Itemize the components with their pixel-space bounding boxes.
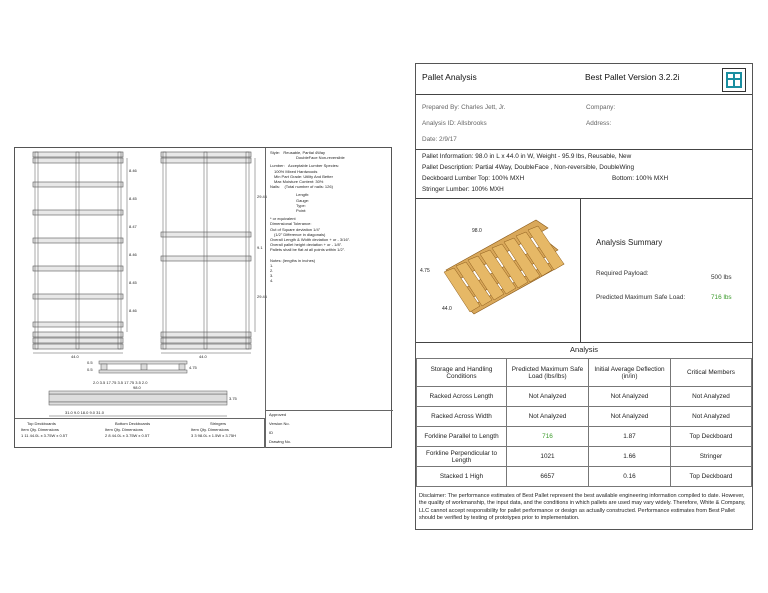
nails-label: Nails: bbox=[270, 184, 281, 190]
style-value-2: DoubleFace Non-reversible bbox=[296, 155, 345, 161]
top-view-board bbox=[33, 266, 123, 271]
dim-gap-6: 8.46 bbox=[129, 308, 137, 313]
top-view-board bbox=[33, 152, 123, 157]
pallet-drawing-sheet bbox=[14, 147, 392, 448]
nail-length: Length: bbox=[296, 192, 310, 198]
cell: Forkline Parallel to Length bbox=[417, 427, 507, 447]
required-payload-value: 500 lbs bbox=[711, 274, 732, 281]
top-view-board bbox=[33, 182, 123, 187]
header-storage: Storage and Handling Conditions bbox=[417, 359, 507, 387]
analysis-id: Analysis ID: Allsbrooks bbox=[422, 120, 487, 127]
top-deckboards-header: Item Qty. Dimensions bbox=[21, 427, 59, 432]
required-payload-label: Required Payload: bbox=[596, 270, 649, 277]
top-view-stringer bbox=[118, 152, 121, 349]
dim-side-h2: 0.5 bbox=[87, 367, 93, 372]
lumber-species: 100% Mixed Hardwoods bbox=[274, 168, 318, 174]
bottom-view-board bbox=[161, 232, 251, 237]
overall-lw-deviation: Overall Length & Width deviation + or - 3/16". bbox=[270, 237, 351, 243]
notes-label: Notes: (lengths in inches) bbox=[270, 257, 316, 263]
dim-gap-1: 8.46 bbox=[129, 168, 137, 173]
bottom-view-board bbox=[161, 344, 251, 349]
cell: 0.16 bbox=[589, 467, 671, 487]
bottom-deckboards-title: Bottom Deckboards bbox=[115, 421, 151, 426]
bottom-view-board bbox=[161, 158, 251, 163]
bottom-view-stringer bbox=[246, 152, 249, 349]
note-4: 4. bbox=[270, 278, 274, 284]
dim-gap-5: 8.45 bbox=[129, 280, 137, 285]
top-view-board bbox=[33, 338, 123, 343]
dim-side-h3: 4.75 bbox=[189, 365, 197, 370]
dim-right-3: 29.46 bbox=[257, 294, 268, 299]
cell: 1021 bbox=[507, 447, 589, 467]
pallet-analysis-report bbox=[415, 63, 753, 530]
dim-bottom-width: 44.0 bbox=[199, 354, 207, 359]
length-view-top bbox=[49, 391, 227, 394]
header-critical: Critical Members bbox=[671, 359, 752, 387]
address-label: Address: bbox=[586, 120, 612, 127]
stringers-header: Item Qty. Dimensions bbox=[191, 427, 229, 432]
version-label: Version No. bbox=[269, 421, 290, 426]
style-label: Style: bbox=[270, 150, 281, 155]
best-pallet-logo-icon bbox=[722, 68, 746, 92]
top-deckboards-row: 1 11 44.0L x 3.75W x 0.5T bbox=[21, 433, 68, 438]
disclaimer: Disclaimer: The performance estimates of Best Pallet represent the best available engineering information compiled to date. However, the quality of workmanship, the input data, and the conditions in which pallets are used may vary widely. Therefore, White & Company, LLC cannot accept responsibility for pallet performance or design as actually constructed. Performance estimates from Best Pallet should be verified by testing of prototypes prior to implementation. bbox=[419, 493, 746, 522]
cell: Not Analyzed bbox=[671, 407, 752, 427]
deckboard-lumber-bottom: Bottom: 100% MXH bbox=[612, 175, 669, 182]
flat-note: Pallets shall be flat at all points within 1/2". bbox=[270, 247, 346, 253]
bottom-view-stringer bbox=[204, 152, 207, 349]
diagonal-diff: (1/2" Difference in diagonals) bbox=[274, 231, 326, 237]
predicted-load-value: 716 lbs bbox=[711, 294, 732, 301]
nail-gauge: Gauge: bbox=[296, 197, 310, 203]
dim-right-1: 29.46 bbox=[257, 194, 268, 199]
dim-top-width: 44.0 bbox=[71, 354, 79, 359]
img-dim-height: 4.75 bbox=[420, 268, 430, 274]
analysis-title: Analysis bbox=[570, 345, 598, 354]
spec-panel bbox=[265, 148, 393, 448]
cell: Racked Across Length bbox=[417, 387, 507, 407]
top-view-board bbox=[33, 238, 123, 243]
company-label: Company: bbox=[586, 104, 616, 111]
approval-block bbox=[265, 410, 393, 448]
style-value: Reusable, Partial 4Way bbox=[283, 150, 326, 155]
top-view-stringer bbox=[35, 152, 38, 349]
cell: Stringer bbox=[671, 447, 752, 467]
dim-side-gaps: 2.0 3.5 17.75 3.5 17.75 3.5 2.0 bbox=[93, 380, 148, 385]
top-deckboards-title: Top Deckboards bbox=[27, 421, 56, 426]
stringers-row: 3 3 98.0L x 1.5W x 3.75H bbox=[191, 433, 236, 438]
bottom-view-board bbox=[161, 332, 251, 337]
side-view-bottom bbox=[99, 370, 187, 373]
cell: 716 bbox=[507, 427, 589, 447]
cell: 1.66 bbox=[589, 447, 671, 467]
cell: Not Analyzed bbox=[507, 387, 589, 407]
stringer-lumber: Stringer Lumber: 100% MXH bbox=[422, 186, 504, 193]
dim-bottom-spacing: 31.0 9.0 18.0 9.0 31.0 bbox=[65, 410, 104, 415]
equivalent-note: * or equivalent bbox=[270, 216, 296, 222]
nail-point: Point: bbox=[296, 208, 307, 214]
cell: 6657 bbox=[507, 467, 589, 487]
dim-gap-2: 8.45 bbox=[129, 196, 137, 201]
dim-side-h1: 0.5 bbox=[87, 360, 93, 365]
dim-length-h: 3.75 bbox=[229, 396, 237, 401]
min-grade: Min Part Grade: Utility And Better bbox=[274, 173, 333, 179]
drawing-no-label: Drawing No. bbox=[269, 439, 292, 444]
cell: Not Analyzed bbox=[589, 387, 671, 407]
deckboard-lumber-top: Deckboard Lumber Top: 100% MXH bbox=[422, 175, 525, 182]
pallet-3d-image bbox=[418, 202, 578, 337]
lumber-label: Lumber: bbox=[270, 163, 285, 169]
top-view-board bbox=[33, 158, 123, 163]
top-view-board bbox=[33, 294, 123, 299]
report-title: Pallet Analysis bbox=[422, 72, 477, 82]
cell: Forkline Perpendicular to Length bbox=[417, 447, 507, 467]
lumber-value: Acceptable Lumber Species: bbox=[288, 163, 339, 169]
bottom-view-board bbox=[161, 338, 251, 343]
table-row bbox=[417, 407, 752, 427]
side-view-block bbox=[101, 364, 107, 370]
table-header-row bbox=[417, 359, 752, 387]
header-safe-load: Predicted Maximum Safe Load (lbs/lbs) bbox=[507, 359, 589, 387]
bottom-deckboards-row: 2 8 44.0L x 3.75W x 0.5T bbox=[105, 433, 150, 438]
dim-tolerance: Dimensional Tolerance: bbox=[270, 221, 312, 227]
analysis-table bbox=[416, 358, 752, 487]
bottom-view-stringer bbox=[163, 152, 166, 349]
bottom-view-board bbox=[161, 152, 251, 157]
dim-gap-3: 8.47 bbox=[129, 224, 137, 229]
dim-length: 98.0 bbox=[133, 385, 141, 390]
top-view-board bbox=[33, 332, 123, 337]
length-view-stringer bbox=[49, 394, 227, 402]
date-label: Date: 2/9/17 bbox=[422, 136, 457, 143]
note-3: 3. bbox=[270, 273, 274, 279]
pallet-drawing-svg bbox=[15, 148, 268, 448]
cell: Stacked 1 High bbox=[417, 467, 507, 487]
divider bbox=[580, 199, 581, 342]
nail-type: Type: bbox=[296, 202, 306, 208]
table-row bbox=[417, 467, 752, 487]
cell: Not Analyzed bbox=[671, 387, 752, 407]
bottom-view-board bbox=[161, 256, 251, 261]
top-view-stringer bbox=[76, 152, 79, 349]
top-view-board bbox=[33, 344, 123, 349]
stringers-title: Stringers bbox=[210, 421, 227, 426]
divider bbox=[416, 149, 752, 150]
header-deflection: Initial Average Deflection (in/in) bbox=[589, 359, 671, 387]
max-moisture: Max Moisture Content: 30% bbox=[274, 179, 324, 185]
table-row bbox=[417, 447, 752, 467]
note-2: 2. bbox=[270, 268, 274, 274]
predicted-load-label: Predicted Maximum Safe Load: bbox=[596, 294, 686, 301]
pallet-information: Pallet Information: 98.0 in L x 44.0 in W, Weight - 95.9 lbs, Reusable, New bbox=[422, 153, 632, 160]
img-dim-width: 44.0 bbox=[442, 306, 452, 312]
cell: Top Deckboard bbox=[671, 467, 752, 487]
top-view-board bbox=[33, 322, 123, 327]
side-view-block bbox=[141, 364, 147, 370]
length-view-bottom bbox=[49, 402, 227, 405]
analysis-summary-title: Analysis Summary bbox=[596, 238, 663, 247]
nails-value: (Total number of nails: 126) bbox=[284, 184, 333, 190]
top-view-board bbox=[33, 210, 123, 215]
prepared-by: Prepared By: Charles Jett, Jr. bbox=[422, 104, 506, 111]
bottom-deckboards-header: Item Qty. Dimensions bbox=[105, 427, 143, 432]
id-label: ID bbox=[269, 430, 273, 435]
table-row bbox=[417, 387, 752, 407]
img-dim-length: 98.0 bbox=[472, 228, 482, 234]
side-view-top bbox=[99, 361, 187, 364]
dim-right-2: 9.1 bbox=[257, 245, 263, 250]
dim-gap-4: 8.46 bbox=[129, 252, 137, 257]
report-version: Best Pallet Version 3.2.2i bbox=[585, 72, 680, 82]
divider bbox=[416, 342, 752, 343]
approved-label: Approved bbox=[269, 412, 287, 417]
cell: Not Analyzed bbox=[589, 407, 671, 427]
table-row bbox=[417, 427, 752, 447]
overall-h-deviation: Overall pallet height deviation + or - 1/8". bbox=[270, 242, 343, 248]
pallet-description: Pallet Description: Partial 4Way, DoubleFace , Non-reversible, DoubleWing bbox=[422, 164, 635, 171]
cell: 1.87 bbox=[589, 427, 671, 447]
cell: Top Deckboard bbox=[671, 427, 752, 447]
cell: Not Analyzed bbox=[507, 407, 589, 427]
cell: Racked Across Width bbox=[417, 407, 507, 427]
title-block bbox=[15, 418, 265, 448]
note-1: 1. bbox=[270, 262, 274, 268]
divider bbox=[416, 94, 752, 95]
square-deviation: Out of Square deviation 1/4" bbox=[270, 226, 321, 232]
side-view-block bbox=[179, 364, 185, 370]
divider bbox=[416, 198, 752, 199]
